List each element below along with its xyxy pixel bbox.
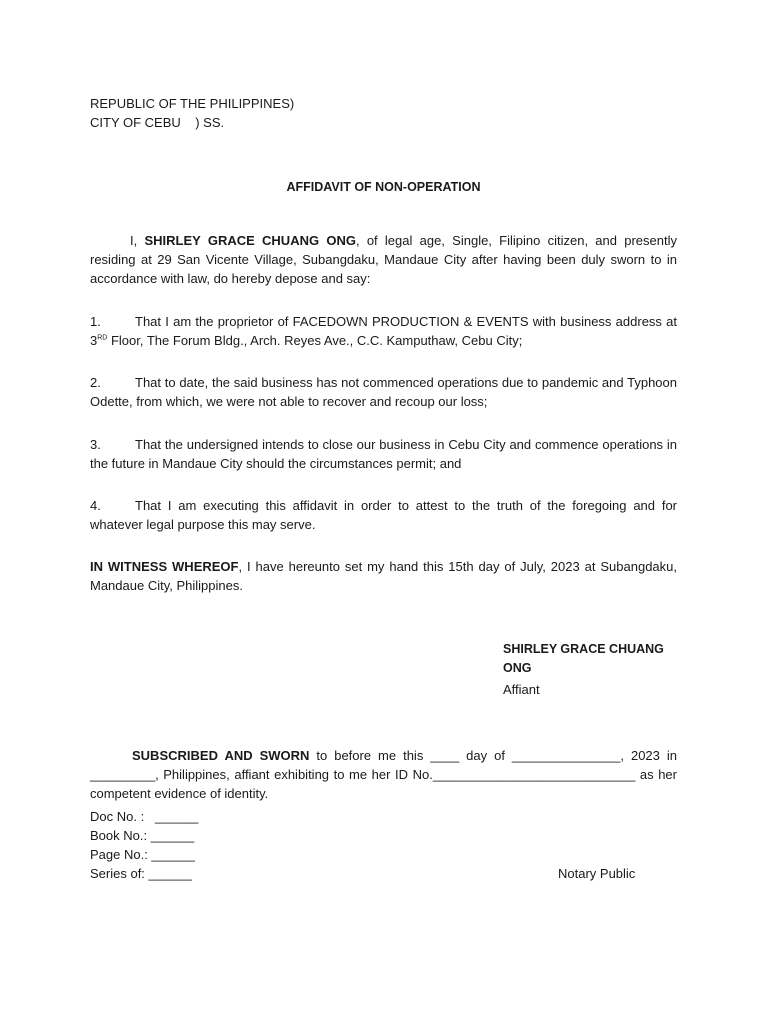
- series-of: Series of: ______: [90, 866, 192, 881]
- item-number: 3.: [90, 437, 101, 452]
- ordinal-suffix: RD: [97, 334, 108, 342]
- intro-paragraph: [90, 231, 677, 288]
- witness-text: , I have hereunto set my hand this 15th day of July, 2023 at Subangdaku, Mandaue City, Philippines.: [90, 559, 678, 593]
- item-text-cont: Floor, The Forum Bldg., Arch. Reyes Ave., C.C. Kamputhaw, Cebu City;: [107, 333, 523, 348]
- item-4: [90, 496, 677, 534]
- jurat-lead: SUBSCRIBED AND SWORN: [132, 748, 310, 763]
- affiant-label: Affiant: [503, 682, 540, 697]
- notary-public-label: Notary Public: [558, 866, 636, 881]
- intro-lead: I,: [130, 233, 145, 248]
- caption-republic: REPUBLIC OF THE PHILIPPINES): [90, 96, 295, 111]
- item-1: [90, 312, 677, 350]
- deponent-name: SHIRLEY GRACE CHUANG ONG: [144, 233, 356, 248]
- venue-caption: [90, 94, 294, 132]
- item-2: [90, 373, 677, 411]
- page-no: Page No.: ______: [90, 847, 195, 862]
- affiant-signature-block: [503, 640, 677, 699]
- item-text: That I am executing this affidavit in order to attest to the truth of the foregoing and for whatever legal purpose this may serve.: [90, 498, 677, 532]
- document-title: AFFIDAVIT OF NON-OPERATION: [286, 180, 481, 194]
- item-3: [90, 435, 677, 473]
- witness-lead: IN WITNESS WHEREOF: [90, 559, 239, 574]
- witness-paragraph: [90, 557, 677, 595]
- affiant-name: SHIRLEY GRACE CHUANG ONG: [503, 642, 664, 675]
- jurat-text: to before me this ____ day of _______________, 2023 in _________, Philippines, affiant exhibiting to me her ID No.____________________________ as her competent evidence of identity.: [90, 748, 677, 801]
- jurat-paragraph: [90, 746, 677, 803]
- doc-no: Doc No. : ______: [90, 809, 199, 824]
- caption-city: CITY OF CEBU ) SS.: [90, 115, 225, 130]
- book-no: Book No.: ______: [90, 828, 195, 843]
- item-text: That the undersigned intends to close our business in Cebu City and commence operations in the future in Mandaue City should the circumstances permit; and: [90, 437, 677, 471]
- item-number: 2.: [90, 375, 101, 390]
- item-number: 4.: [90, 498, 101, 513]
- item-number: 1.: [90, 314, 101, 329]
- intro-text: , of legal age, Single, Filipino citizen, and presently residing at 29 San Vicente Village, Subangdaku, Mandaue City after having been duly sworn to in accordance with law, do hereby depose and say:: [90, 233, 677, 286]
- notary-records: [90, 807, 198, 883]
- item-text: That to date, the said business has not commenced operations due to pandemic and Typhoon Odette, from which, we were not able to recover and recoup our loss;: [90, 375, 677, 409]
- item-text: That I am the proprietor of FACEDOWN PRODUCTION & EVENTS with business address at 3: [90, 314, 677, 348]
